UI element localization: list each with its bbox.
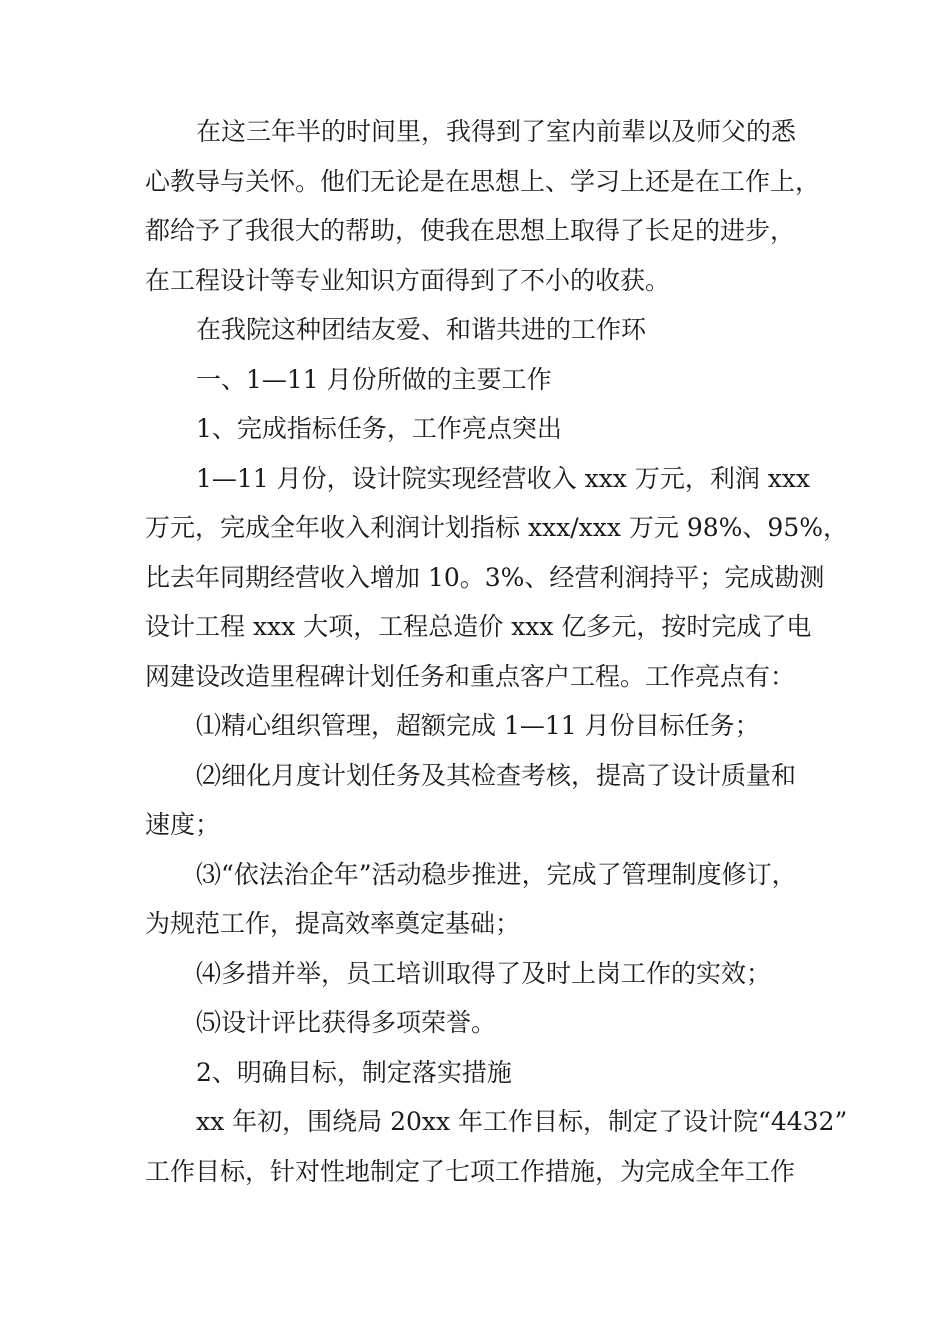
text-line: xx 年初，围绕局 20xx 年工作目标，制定了设计院“4432” [196,1107,848,1136]
text-line: 万元，完成全年收入利润计划指标 xxx/xxx 万元 98%、95%， [145,513,848,542]
text-line: 心教导与关怀。他们无论是在思想上、学习上还是在工作上， [145,166,821,196]
text-line: 一、1—11 月份所做的主要工作 [196,364,552,394]
text-line: ⑶“依法治企年”活动稳步推进，完成了管理制度修订， [196,859,797,889]
text-line: 为规范工作，提高效率奠定基础； [145,909,521,938]
text-line: ⑵细化月度计划任务及其检查考核，提高了设计质量和 [196,760,797,790]
text-line: 比去年同期经营收入增加 10。3%、经营利润持平；完成勘测 [145,562,825,592]
text-line: 设计工程 xxx 大项，工程总造价 xxx 亿多元，按时完成了电 [145,612,812,641]
text-line: 1、完成指标任务，工作亮点突出 [196,414,562,443]
text-line: 2、明确目标，制定落实措施 [196,1057,512,1087]
text-line: 在我院这种团结友爱、和谐共进的工作环 [196,315,647,344]
text-line: 在工程设计等专业知识方面得到了不小的收获。 [145,265,671,295]
text-line: ⑴精心组织管理，超额完成 1—11 月份目标任务； [196,711,760,740]
text-line: 网建设改造里程碑计划任务和重点客户工程。工作亮点有： [145,661,796,691]
document-body [145,107,848,1196]
text-line: 速度； [145,810,221,839]
text-line: ⑸设计评比获得多项荣誉。 [196,1008,497,1037]
text-line: 都给予了我很大的帮助，使我在思想上取得了长足的进步， [145,216,796,245]
text-line: ⑷多措并举，员工培训取得了及时上岗工作的实效； [196,958,772,988]
text-line: 在这三年半的时间里，我得到了室内前辈以及师父的悉 [196,117,797,146]
text-line: 工作目标，针对性地制定了七项工作措施，为完成全年工作 [145,1156,796,1186]
text-line: 1—11 月份，设计院实现经营收入 xxx 万元，利润 xxx [196,463,811,493]
